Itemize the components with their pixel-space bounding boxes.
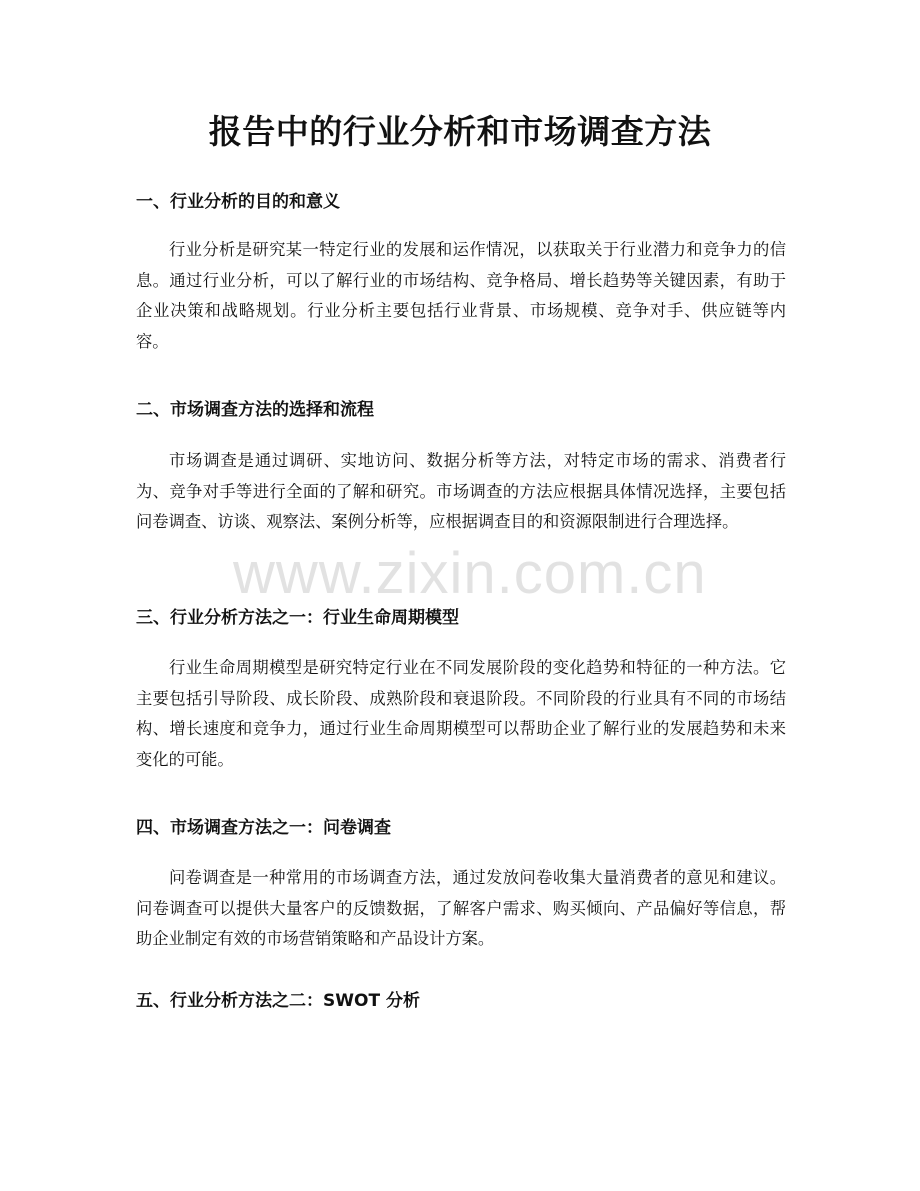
section-3-body: 行业生命周期模型是研究特定行业在不同发展阶段的变化趋势和特征的一种方法。它主要包括引导阶段、成长阶段、成熟阶段和衰退阶段。不同阶段的行业具有不同的市场结构、增长速度和竞争力，通过行业生命周期模型可以帮助企业了解行业的发展趋势和未来变化的可能。 (136, 658, 786, 769)
section-4-heading: 四、市场调查方法之一：问卷调查 (136, 818, 391, 838)
page-title: 报告中的行业分析和市场调查方法 (208, 112, 712, 151)
section-5-heading: 五、行业分析方法之二：SWOT 分析 (136, 991, 420, 1011)
section-4-body: 问卷调查是一种常用的市场调查方法，通过发放问卷收集大量消费者的意见和建议。问卷调查可以提供大量客户的反馈数据，了解客户需求、购买倾向、产品偏好等信息，帮助企业制定有效的市场营销策略和产品设计方案。 (136, 868, 786, 948)
watermark: www.zixin.com.cn (233, 541, 707, 606)
section-3-heading: 三、行业分析方法之一：行业生命周期模型 (136, 608, 459, 628)
section-1-heading: 一、行业分析的目的和意义 (136, 192, 340, 212)
section-1-body: 行业分析是研究某一特定行业的发展和运作情况，以获取关于行业潜力和竞争力的信息。通过行业分析，可以了解行业的市场结构、竞争格局、增长趋势等关键因素，有助于企业决策和战略规划。行业分析主要包括行业背景、市场规模、竞争对手、供应链等内容。 (136, 240, 786, 351)
section-2-body: 市场调查是通过调研、实地访问、数据分析等方法，对特定市场的需求、消费者行为、竞争对手等进行全面的了解和研究。市场调查的方法应根据具体情况选择，主要包括问卷调查、访谈、观察法、案例分析等，应根据调查目的和资源限制进行合理选择。 (136, 451, 786, 531)
section-2-heading: 二、市场调查方法的选择和流程 (136, 400, 374, 420)
